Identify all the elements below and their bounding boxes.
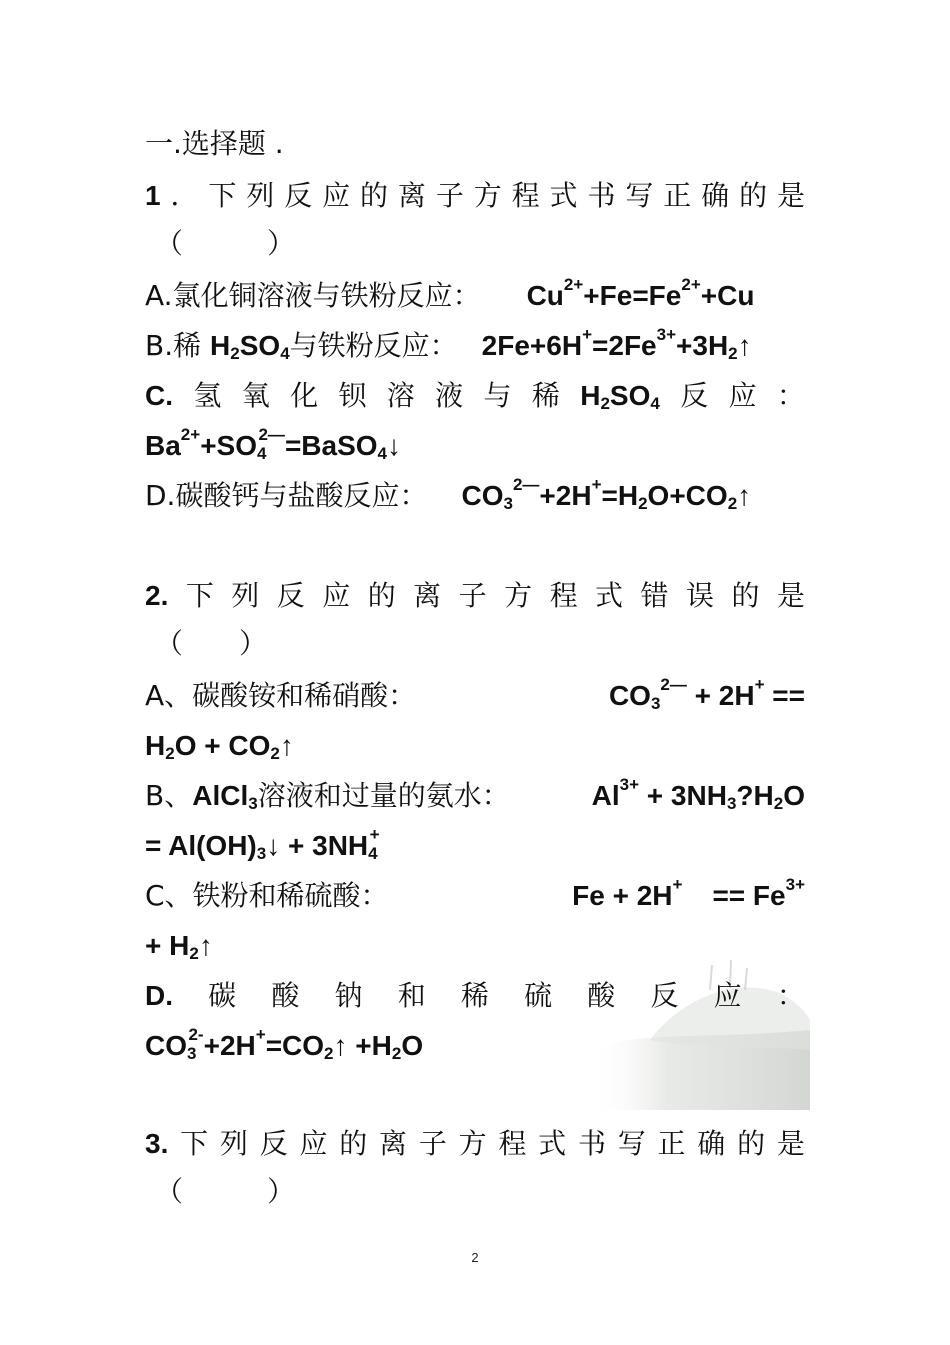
q1-option-a: A.氯化铜溶液与铁粉反应： $Cu^{2+}+Fe=Fe^{2+}+Cu$	[145, 276, 755, 312]
q2-option-c: C、铁粉和稀硫酸： $Fe + 2H^+ == Fe^{3+}$	[145, 876, 805, 916]
q1-b-equation: $2Fe+6H^+=2Fe^{3+}+3H_2↑$	[481, 326, 752, 363]
q2-b-equation-part1: $Al^{3+}$ + $3NH_3?H_2O$	[591, 776, 805, 813]
q3-blank: （ ）	[155, 1175, 296, 1208]
q1-option-c: C. 氢 氧 化 钡 溶 液 与 稀 $H_2SO_4$ 反 应 ：	[145, 379, 805, 413]
q1-stem: 1 ． 下 列 反 应 的 离 子 方 程 式 书 写 正 确 的 是	[145, 179, 805, 212]
q2-option-b: B、AlCl$_3$溶液和过量的氨水： $Al^{3+}$ + $3NH_3?H_2O$	[145, 776, 805, 816]
q1-d-equation: $CO_3^{2—}+2H^+=H_2O+CO_2↑$	[461, 476, 752, 513]
section-title: 一.选择题 .	[145, 127, 284, 160]
q2-c-equation-part1: $Fe + 2H^+ == Fe^{3+}$	[572, 876, 805, 911]
q2-c-equation-part2: + $H_2↑$	[145, 930, 213, 963]
q1-a-equation: $Cu^{2+}+Fe=Fe^{2+}+Cu$	[526, 276, 755, 311]
q1-option-b: B.稀 $H_2SO_4$与铁粉反应： $2Fe+6H^+=2Fe^{3+}+3H_2↑$	[145, 326, 752, 363]
q2-b-equation-part2: = $Al(OH)_3↓ + 3NH_4^+$	[145, 826, 380, 863]
q1-blank: （ ）	[155, 227, 296, 260]
q2-d-equation: $CO_3^{2-}+2H^+=CO_2↑ +H_2O$	[145, 1026, 424, 1063]
q2-stem: 2. 下 列 反 应 的 离 子 方 程 式 错 误 的 是	[145, 579, 805, 612]
q2-blank: （ ）	[155, 627, 268, 660]
q1-option-d: D.碳酸钙与盐酸反应： $CO_3^{2—}+2H^+=H_2O+CO_2↑$	[145, 476, 752, 513]
q2-option-d: D. 碳 酸 钠 和 稀 硫 酸 反 应 ：	[145, 979, 805, 1012]
q2-a-equation-part1: $CO_3^{2—} + 2H^+$ ==	[608, 676, 805, 713]
q3-stem: 3. 下 列 反 应 的 离 子 方 程 式 书 写 正 确 的 是	[145, 1127, 805, 1160]
page-number: 2	[471, 1250, 479, 1265]
q2-option-a: A、碳酸铵和稀硝酸： $CO_3^{2—} + 2H^+$ ==	[145, 676, 805, 716]
q1-c-equation: $Ba^{2+}+SO_4^{2—}=BaSO_4↓$	[145, 426, 402, 463]
q2-a-equation-part2: $H_2O$ + $CO_2↑$	[145, 730, 294, 763]
